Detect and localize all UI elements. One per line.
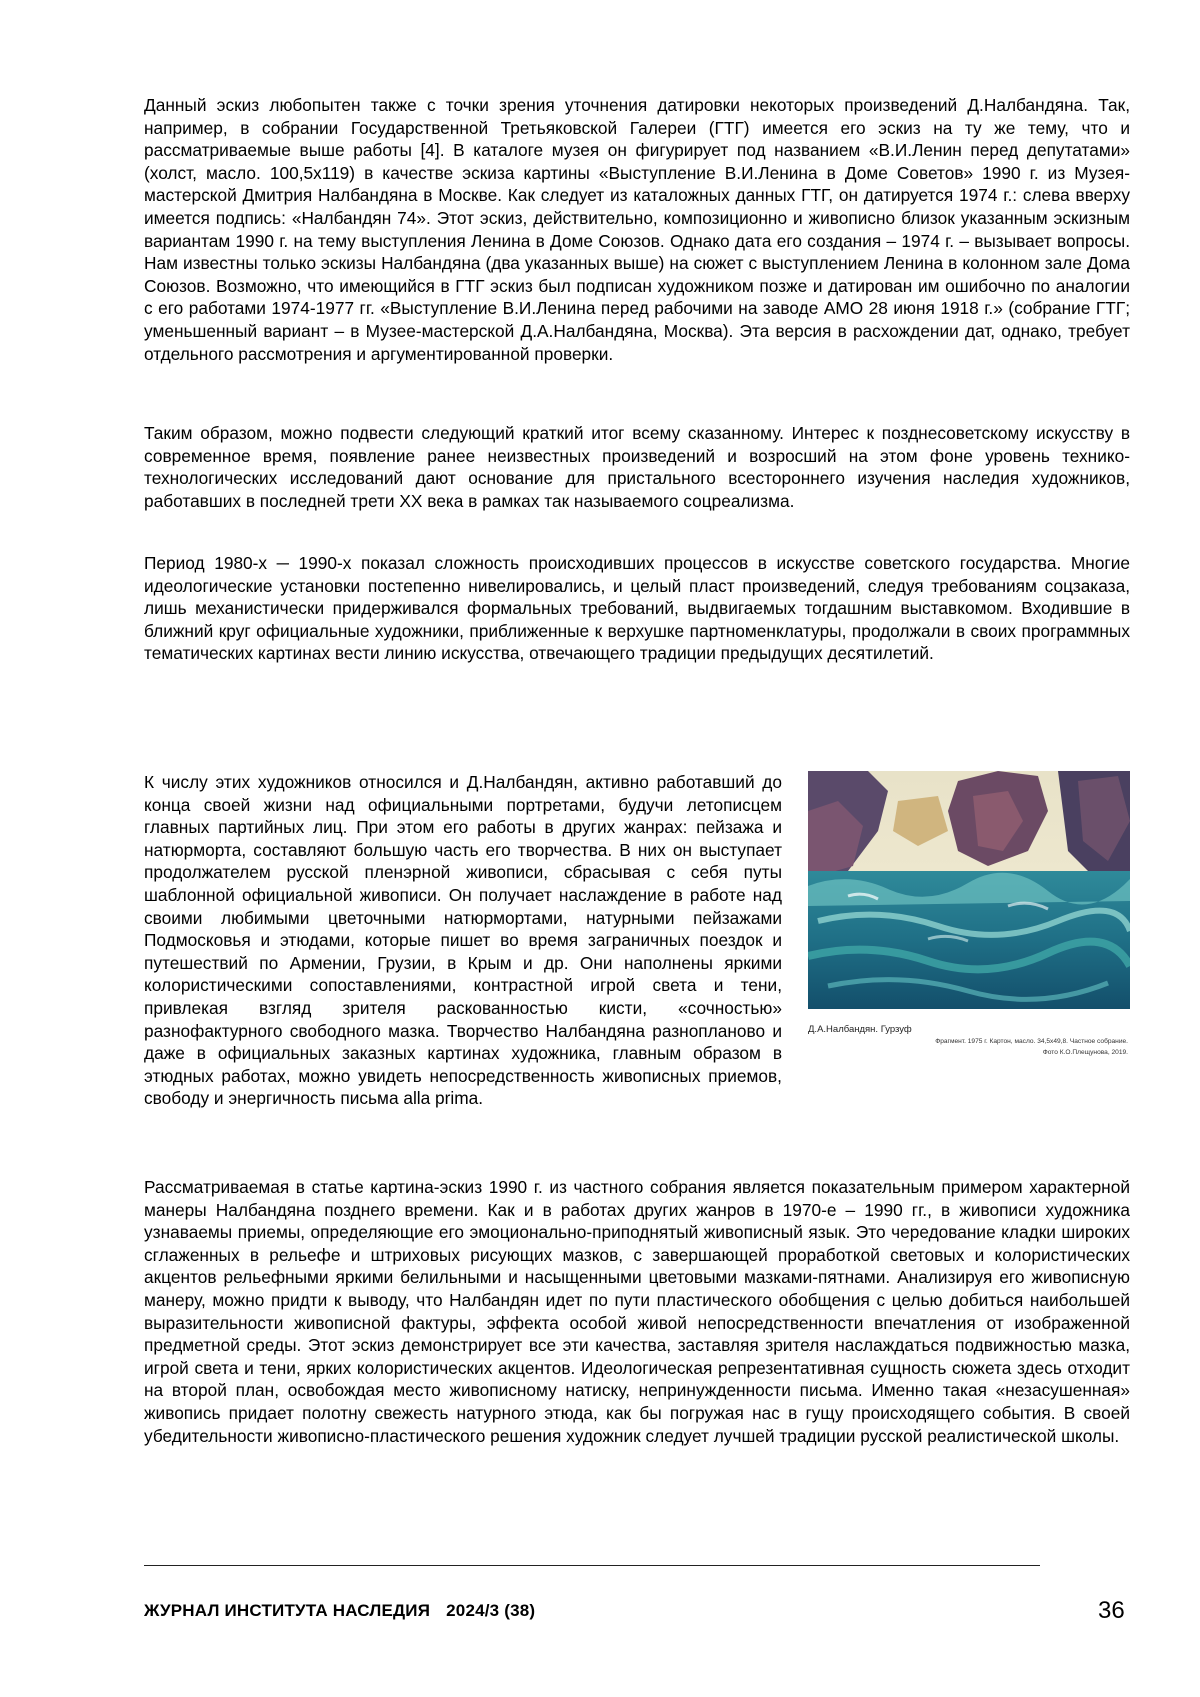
footer-divider — [144, 1565, 1040, 1566]
figure-caption — [808, 1037, 1128, 1058]
paragraph-dating: Данный эскиз любопытен также с точки зрения уточнения датировки некоторых произведений Д.Налбандяна. Так, например, в собрании Государственной Третьяковской Галереи (ГТГ) имеется его эскиз на ту же тему, что и рассматриваемые выше работы [4]. В каталоге музея он фигурирует под названием «В.И.Ленин перед депутатами» (холст, масло. 100,5х119) в качестве эскиза картины «Выступление В.И.Ленина в Доме Советов» 1990 г. из Музея-мастерской Дмитрия Налбандяна в Москве. Как следует из каталожных данных ГТГ, он датируется 1974 г.: слева вверху имеется подпись: «Налбандян 74». Этот эскиз, действительно, композиционно и живописно близок указанным эскизным вариантам 1990 г. на тему выступления Ленина в Доме Союзов. Однако дата его создания – 1974 г. – вызывает вопросы. Нам известны только эскизы Налбандяна (два указанных выше) на сюжет с выступлением Ленина в колонном зале Дома Союзов. Возможно, что имеющийся в ГТГ эскиз был подписан художником позже и датирован им ошибочно по аналогии с его работами 1974-1977 гг. «Выступление В.И.Ленина перед рабочими на заводе АМО 28 июня 1918 г.» (собрание ГТГ; уменьшенный вариант – в Музее-мастерской Д.А.Налбандяна, Москва). Эта версия в расхождении дат, однако, требует отдельного рассмотрения и аргументированной проверки. — [144, 94, 1130, 365]
figure-title: Д.А.Налбандян. Гурзуф — [808, 1019, 912, 1042]
page-number: 36 — [1098, 1597, 1125, 1625]
painting-image — [808, 771, 1130, 1009]
paragraph-artists-text: К числу этих художников относился и Д.Налбандян, активно работавший до конца своей жизни над официальными портретами, будучи летописцем главных партийных лиц. При этом его работы в других жанрах: пейзажа и натюрморта, составляют большую часть его творчества. В них он выступает продолжателем русской пленэрной живописи, сбрасывая с себя путы шаблонной официальной живописи. Он получает наслаждение в работе над своими любимыми цветочными натюрмортами, натурными пейзажами Подмосковья и этюдами, которые пишет во время заграничных поездок и путешествий по Армении, Грузии, в Крым и др. Они наполнены яркими колористическими сопоставлениями, контрастной игрой света и тени, привлекая взгляд зрителя раскованностью кисти, «сочностью» разнофактурного свободного мазка. Творчество Налбандяна разнопланово и даже в официальных заказных картинах художника, главным образом в этюдных работах, можно увидеть непосредственность живописных приемов, свободу и энергичность письма alla prima. — [144, 772, 782, 1108]
paragraph-period: Период 1980-х ─ 1990-х показал сложность происходивших процессов в искусстве советского государства. Многие идеологические установки постепенно нивелировались, и целый пласт произведений, следуя требованиям соцзаказа, лишь механистически придерживался формальных требований, выдвигаемых тогдашним выставкомом. Входившие в ближний круг официальные художники, приближенные к верхушке партноменклатуры, продолжали в своих программных тематических картинах вести линию искусства, отвечающего традиции предыдущих десятилетий. — [144, 552, 1130, 665]
painting-figure — [800, 771, 1130, 1063]
paragraph-sketch-analysis: Рассматриваемая в статье картина-эскиз 1990 г. из частного собрания является показательным примером характерной манеры Налбандяна позднего времени. Как и в работах других жанров в 1970-е – 1990 гг., в живописи художника узнаваемы приемы, определяющие его эмоционально-приподнятый живописный язык. Это чередование кладки широких сглаженных в рельефе и штриховых рисующих мазков, с завершающей проработкой световых и колористических акцентов рельефными яркими белильными и насыщенными цветовыми мазками-пятнами. Анализируя его живописную манеру, можно придти к выводу, что Налбандян идет по пути пластического обобщения с целью добиться наибольшей выразительности живописной фактуры, эффекта особой живой непосредственности впечатления от изображенной предметной среды. Этот эскиз демонстрирует все эти качества, заставляя зрителя наслаждаться подвижностью мазка, игрой света и тени, ярких колористических акцентов. Идеологическая репрезентативная сущность сюжета здесь отходит на второй план, освобождая место живописному натиску, непринужденности письма. Именно такая «незасушенная» живопись придает полотну свежесть натурного этюда, как бы погружая нас в гущу происходящего события. В своей убедительности живописно-пластического решения художник следует лучшей традиции русской реалистической школы. — [144, 1176, 1130, 1447]
footer-journal — [144, 1601, 535, 1621]
journal-issue: 2024/3 (38) — [446, 1601, 535, 1620]
paragraph-summary: Таким образом, можно подвести следующий краткий итог всему сказанному. Интерес к позднесоветскому искусству в современное время, появление ранее неизвестных произведений и возросший на этом фоне уровень технико-технологических исследований дают основание для пристального всестороннего изучения наследия художников, работавших в последней трети XX века в рамках так называемого соцреализма. — [144, 422, 1130, 512]
journal-name: ЖУРНАЛ ИНСТИТУТА НАСЛЕДИЯ — [144, 1601, 430, 1620]
paragraph-with-figure — [144, 771, 1130, 1110]
figure-caption-line1: Фрагмент. 1975 г. Картон, масло. 34,5х49,8. Частное собрание. — [808, 1037, 1128, 1048]
figure-caption-line2: Фото К.О.Плещунова, 2019. — [808, 1048, 1128, 1059]
